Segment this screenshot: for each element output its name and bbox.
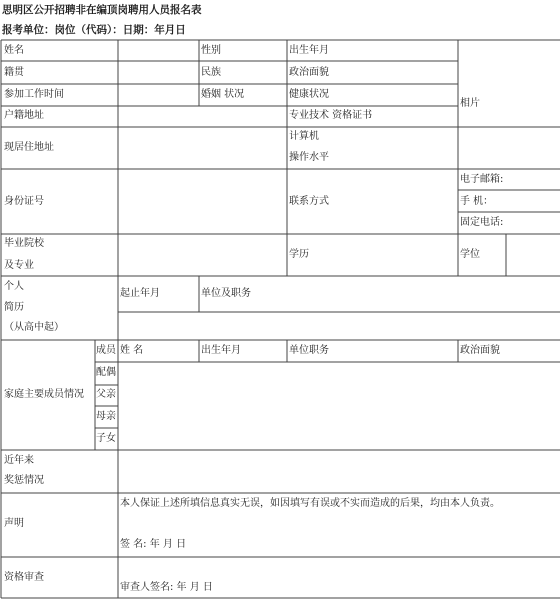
label-review: 资格审查: [4, 572, 44, 583]
label-birth: 出生年月: [289, 45, 329, 56]
declaration-text: 本人保证上述所填信息真实无误，如因填写有误或不实而造成的后果，均由本人负责。: [120, 498, 500, 509]
declaration-sign: 签 名: 年 月 日: [120, 539, 187, 550]
label-family-children: 子女: [96, 433, 116, 444]
label-mobile: 手 机：: [460, 196, 494, 207]
label-resume-unit: 单位及职务: [201, 288, 251, 299]
label-id-no: 身份证号: [4, 196, 44, 207]
label-pro-cert: 专业技术 资格证书: [289, 110, 373, 121]
label-resume-2: 简历: [4, 302, 24, 313]
label-hukou: 户籍地址: [4, 110, 44, 121]
label-school-2: 及专业: [4, 260, 34, 271]
label-name: 姓名: [4, 45, 24, 56]
label-photo: 相片: [460, 98, 480, 109]
label-family-mother: 母亲: [96, 411, 116, 422]
label-education: 学历: [289, 249, 309, 260]
label-family-member: 成员: [96, 345, 116, 356]
label-landline: 固定电话:: [460, 217, 504, 228]
label-contact: 联系方式: [289, 196, 329, 207]
label-residence: 现居住地址: [4, 142, 54, 153]
label-family-father: 父亲: [96, 389, 116, 400]
label-family-name: 姓 名: [120, 345, 144, 356]
label-degree: 学位: [460, 249, 480, 260]
label-resume-3: （从高中起）: [4, 322, 64, 333]
label-marital: 婚姻 状况: [201, 89, 245, 100]
form-title: 思明区公开招聘非在编顶岗聘用人员报名表: [2, 4, 202, 16]
label-family-political: 政治面貌: [460, 345, 500, 356]
label-declaration: 声明: [4, 518, 24, 529]
label-computer-2: 操作水平: [289, 152, 329, 163]
label-native-place: 籍贯: [4, 67, 24, 78]
label-email: 电子邮箱:: [460, 174, 504, 185]
label-family-unit: 单位职务: [289, 345, 329, 356]
label-awards-1: 近年来: [4, 455, 34, 466]
label-resume-1: 个人: [4, 281, 24, 292]
label-family-birth: 出生年月: [201, 345, 241, 356]
review-sign: 审查人签名: 年 月 日: [120, 582, 213, 593]
label-resume-period: 起止年月: [120, 288, 160, 299]
label-ethnicity: 民族: [201, 67, 221, 78]
label-health: 健康状况: [289, 89, 329, 100]
label-computer-1: 计算机: [289, 131, 319, 142]
label-school-1: 毕业院校: [4, 238, 44, 249]
form-subtitle: 报考单位：岗位（代码）：日期：年月日: [2, 24, 186, 36]
label-work-start: 参加工作时间: [4, 89, 64, 100]
label-family: 家庭主要成员情况: [4, 389, 84, 400]
label-family-spouse: 配偶: [96, 367, 116, 378]
label-gender: 性别: [201, 45, 221, 56]
label-awards-2: 奖惩情况: [4, 475, 44, 486]
label-political-status: 政治面貌: [289, 67, 329, 78]
